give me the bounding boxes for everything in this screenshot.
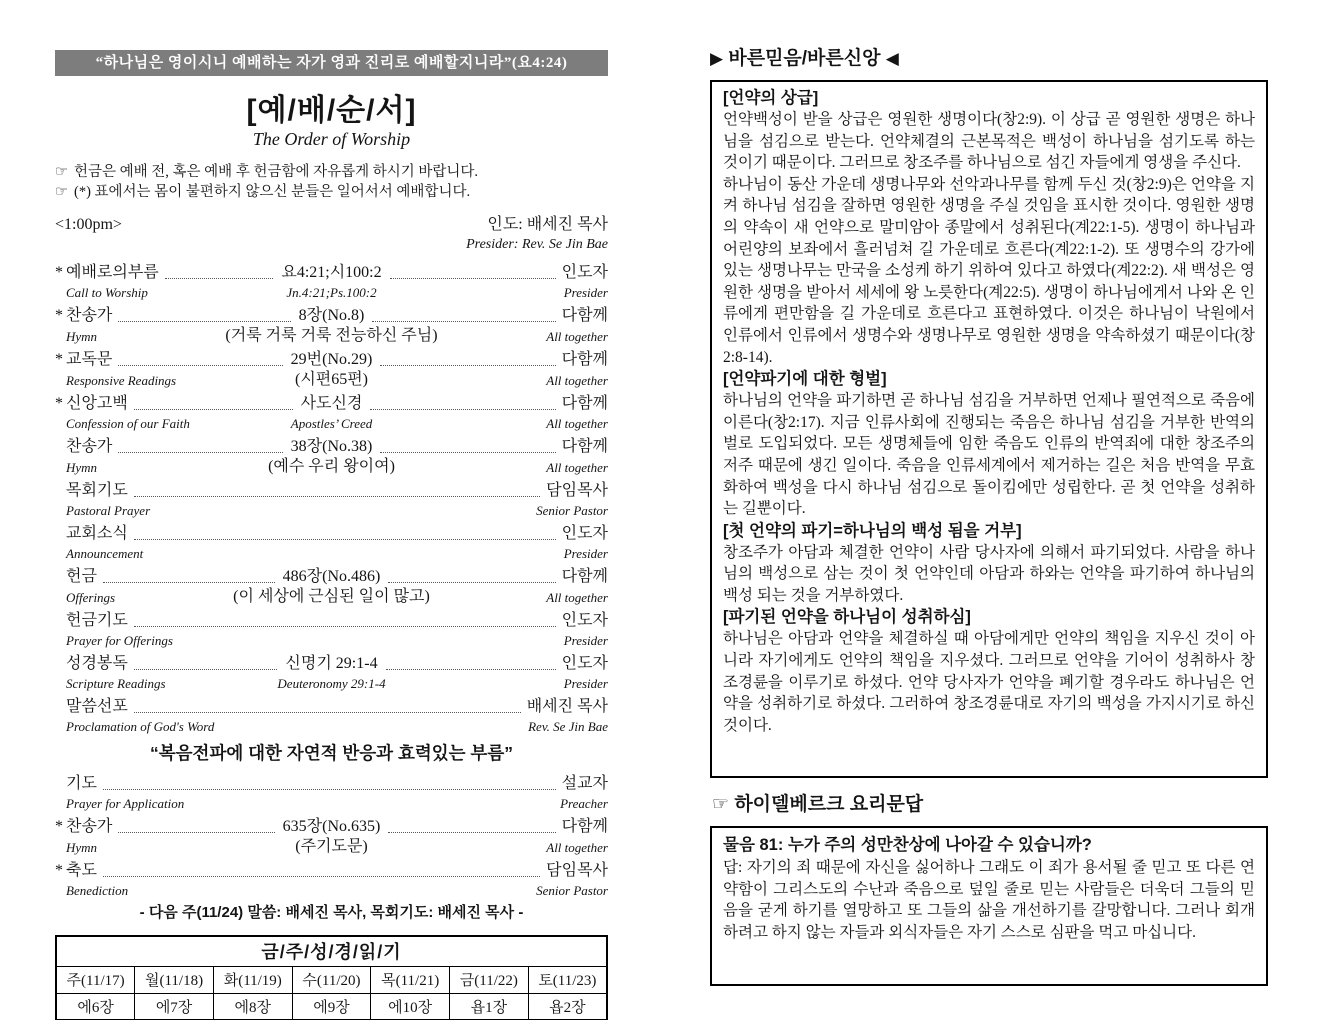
item-role-en: Presider xyxy=(563,285,608,300)
item-role-en: All together xyxy=(546,373,608,388)
item-content-sub: Deuteronomy 29:1-4 xyxy=(277,676,386,691)
item-role-ko: 설교자 xyxy=(561,775,608,792)
article-paragraph: 하나님의 언약을 파기하면 곧 하나님 섬김을 거부하면 언제나 필연적으로 죽음에 이른다(창2:17). 지금 인류사회에 진행되는 죽음은 하나님 섬김을 거부한 반역의 벌로 도입되었다. 모든 생명체들에 임한 죽음도 인류의 반역죄에 대한 창조주의 저주 때문에 생긴 일이다. 죽음을 인류세계에서 제거하는 길은 처음 반역을 무효화하여 백성을 다시 하나님 섬김으로 돌이킴에만 성립한다. 곧 첫 언약을 성취하는 길뿐이다. xyxy=(723,392,1255,518)
reading-passage: 에7장 xyxy=(135,993,214,1020)
item-label-ko: * 예배로의부름 xyxy=(55,262,159,284)
triangle-left-icon: ◀ xyxy=(885,49,899,68)
section-heading-faith xyxy=(710,46,1268,72)
item-star: * xyxy=(55,351,63,368)
presider-name-ko: 인도: 배세진 목사 xyxy=(487,216,608,233)
reading-passage: 욥1장 xyxy=(450,993,529,1020)
dotted-leader xyxy=(103,582,275,583)
catechism-answer: 답: 자기의 죄 때문에 자신을 싫어하나 그래도 이 죄가 용서될 줄 믿고 또 다른 연약함이 그리스도의 수난과 죽음으로 덮일 줄로 믿는 사람들은 더욱더 그들의 믿음을 굳게 하기를 열망하고 또 그들의 삶을 개선하기를 갈망합니다. 그러나 회개하려고 하지 않는 자들과 외식자들은 자기 스스로 심판을 먹고 마십니다. xyxy=(723,859,1255,941)
item-label-en: Prayer for Application xyxy=(66,796,185,811)
item-label-en: Prayer for Offerings xyxy=(66,633,173,648)
reading-day-header: 화(11/19) xyxy=(213,966,292,993)
scripture-banner: “하나님은 영이시니 예배하는 자가 영과 진리로 예배할지니라”(요4:24) xyxy=(55,50,608,76)
item-star: * xyxy=(55,264,63,281)
item-role-ko: 인도자 xyxy=(561,525,608,542)
item-role-ko: 배세진 목사 xyxy=(526,698,608,715)
worship-order-list xyxy=(55,262,608,735)
reading-day-header: 수(11/20) xyxy=(292,966,371,993)
item-role-en: All together xyxy=(546,840,608,855)
item-star: * xyxy=(55,862,63,879)
pointing-finger-icon: ☞ xyxy=(712,794,730,815)
item-label-ko: 기도 xyxy=(66,775,97,792)
faith-article-box xyxy=(710,80,1268,778)
worship-order-list-continued xyxy=(55,773,608,899)
worship-item xyxy=(55,696,608,735)
note-line xyxy=(55,182,608,202)
worship-item xyxy=(55,262,608,301)
item-role-ko: 다함께 xyxy=(561,307,608,324)
item-content-sub: (주기도문) xyxy=(295,838,368,855)
item-content: 신명기 29:1-4 xyxy=(285,655,378,672)
worship-order-column xyxy=(55,50,608,1020)
item-role-en: All together xyxy=(546,416,608,431)
item-role-ko: 담임목사 xyxy=(546,862,608,879)
item-role-ko: 인도자 xyxy=(561,655,608,672)
dotted-leader xyxy=(390,278,556,279)
dotted-leader xyxy=(372,321,555,322)
dotted-leader xyxy=(134,626,556,627)
item-role-en: Presider xyxy=(563,633,608,648)
section-heading-text: 하이델베르크 요리문답 xyxy=(734,794,924,815)
item-label-en: Hymn xyxy=(66,329,98,344)
item-role-en: Presider xyxy=(563,546,608,561)
item-role-ko: 인도자 xyxy=(561,612,608,629)
note-text: 헌금은 예배 전, 혹은 예배 후 헌금함에 자유롭게 하시기 바랍니다. xyxy=(74,164,479,180)
worship-item xyxy=(55,816,608,856)
dotted-leader xyxy=(134,712,521,713)
article-section-heading: [파기된 언약을 하나님이 성취하심] xyxy=(723,608,971,627)
page-title: [예/배/순/서] xyxy=(246,94,417,127)
reading-passage: 에6장 xyxy=(56,993,135,1020)
item-content: 38장(No.38) xyxy=(290,438,373,455)
item-role-en: Presider xyxy=(563,676,608,691)
item-label-ko: * 축도 xyxy=(55,860,97,882)
worship-item xyxy=(55,305,608,345)
worship-item xyxy=(55,480,608,519)
item-content: 사도신경 xyxy=(300,395,363,412)
dotted-leader xyxy=(370,409,555,410)
item-role-ko: 다함께 xyxy=(561,351,608,368)
presider-block xyxy=(466,214,608,254)
dotted-leader xyxy=(386,669,556,670)
item-label-ko: * 신앙고백 xyxy=(55,393,128,415)
item-role-en: All together xyxy=(546,590,608,605)
dotted-leader xyxy=(388,832,555,833)
reading-passage: 에10장 xyxy=(371,993,450,1020)
item-role-ko: 담임목사 xyxy=(546,482,608,499)
item-content: 요4:21;시100:2 xyxy=(281,264,382,281)
dotted-leader xyxy=(118,832,274,833)
item-label-en: Responsive Readings xyxy=(66,373,177,388)
item-label-ko: 헌금기도 xyxy=(66,612,128,629)
dotted-leader xyxy=(134,539,556,540)
worship-item xyxy=(55,523,608,562)
item-label-ko: 목회기도 xyxy=(66,482,128,499)
item-content-sub: (거룩 거룩 거룩 전능하신 주님) xyxy=(225,327,438,344)
triangle-right-icon: ▶ xyxy=(710,49,724,68)
pointing-finger-icon: ☞ xyxy=(55,184,68,200)
item-content: 635장(No.635) xyxy=(282,818,381,835)
item-star: * xyxy=(55,818,63,835)
item-role-ko: 다함께 xyxy=(561,568,608,585)
item-label-en: Proclamation of God's Word xyxy=(66,719,215,734)
item-label-en: Confession of our Faith xyxy=(66,416,190,431)
article-section-heading: [언약의 상급] xyxy=(723,89,819,107)
item-label-en: Pastoral Prayer xyxy=(66,503,151,518)
article-section-heading: [첫 언약의 파기=하나님의 백성 됨을 거부] xyxy=(723,521,1022,540)
reading-table-title: 금/주/성/경/읽/기 xyxy=(56,936,607,966)
item-label-en: Hymn xyxy=(66,840,98,855)
worship-item xyxy=(55,860,608,899)
worship-item xyxy=(55,566,608,606)
reading-day-header: 목(11/21) xyxy=(371,966,450,993)
notes xyxy=(55,162,608,202)
dotted-leader xyxy=(103,789,556,790)
dotted-leader xyxy=(103,876,540,877)
item-role-ko: 인도자 xyxy=(561,264,608,281)
item-label-ko: 성경봉독 xyxy=(66,655,128,672)
reading-passage: 욥2장 xyxy=(528,993,607,1020)
article-paragraph: 하나님은 아담과 언약을 체결하실 때 아담에게만 언약의 책임을 지우신 것이 아니라 자기에게도 언약의 책임을 지우셨다. 그러므로 언약을 기어이 성취하사 창조경륜을 이루기로 하셨다. 언약 당사자가 언약을 폐기할 경우라도 하나님은 언약을 성취하기로 하셨다. 그러하여 창조경륜대로 자기의 백성을 가지시기로 하신 것이다. xyxy=(723,630,1255,734)
pointing-finger-icon: ☞ xyxy=(55,164,68,180)
worship-item xyxy=(55,773,608,812)
worship-item xyxy=(55,349,608,389)
dotted-leader xyxy=(118,452,282,453)
item-label-ko: 찬송가 xyxy=(66,438,113,455)
item-label-ko: 말씀선포 xyxy=(66,698,128,715)
item-label-en: Announcement xyxy=(66,546,144,561)
dotted-leader xyxy=(380,452,555,453)
item-content: 486장(No.486) xyxy=(282,568,381,585)
item-content: 29번(No.29) xyxy=(290,351,373,368)
sermon-title: “복음전파에 대한 자연적 반응과 효력있는 부름” xyxy=(149,743,513,763)
dotted-leader xyxy=(165,278,274,279)
catechism-box xyxy=(710,826,1268,986)
reading-passage: 에9장 xyxy=(292,993,371,1020)
section-heading-catechism xyxy=(712,792,1268,818)
reading-day-header: 주(11/17) xyxy=(56,966,135,993)
item-label-en: Call to Worship xyxy=(66,285,148,300)
item-label-ko: 교회소식 xyxy=(66,525,128,542)
dotted-leader xyxy=(134,409,293,410)
article-paragraph: 언약백성이 받을 상급은 영원한 생명이다(창2:9). 이 상급 곧 영원한 생명은 하나님을 섬김으로 받는다. 언약체결의 근본목적은 백성이 하나님을 섬기도록 하는 것이기 때문이다. 그러므로 창조주를 하나님으로 섬긴 자들에게 영생을 주신다. xyxy=(723,111,1255,172)
item-content-sub: Apostles’ Creed xyxy=(290,416,373,431)
item-label-ko: * 찬송가 xyxy=(55,305,112,327)
reading-passage: 에8장 xyxy=(213,993,292,1020)
note-line xyxy=(55,162,608,182)
item-star: * xyxy=(55,307,63,324)
dotted-leader xyxy=(134,669,278,670)
reading-day-header: 토(11/23) xyxy=(528,966,607,993)
dotted-leader xyxy=(134,496,540,497)
service-time-row xyxy=(55,214,608,254)
worship-item xyxy=(55,610,608,649)
section-heading-text: 바른믿음/바른신앙 xyxy=(728,48,881,69)
item-role-en: All together xyxy=(546,329,608,344)
item-label-en: Scripture Readings xyxy=(66,676,166,691)
worship-item xyxy=(55,393,608,432)
item-content-sub: (시편65편) xyxy=(294,371,369,388)
worship-item xyxy=(55,436,608,476)
item-content: 8장(No.8) xyxy=(298,307,365,324)
service-time: <1:00pm> xyxy=(55,216,122,233)
catechism-question: 물음 81: 누가 주의 성만찬상에 나아갈 수 있습니까? xyxy=(723,836,1092,854)
weekly-bible-reading-table xyxy=(55,935,608,1020)
item-star: * xyxy=(55,395,63,412)
dotted-leader xyxy=(380,365,555,366)
item-role-ko: 다함께 xyxy=(561,818,608,835)
reading-day-header: 금(11/22) xyxy=(450,966,529,993)
article-section-heading: [언약파기에 대한 형벌] xyxy=(723,370,887,389)
item-role-en: All together xyxy=(546,460,608,475)
presider-name-en: Presider: Rev. Se Jin Bae xyxy=(466,237,608,252)
article-paragraph: 하나님이 동산 가운데 생명나무와 선악과나무를 함께 두신 것(창2:9)은 언약을 지켜 하나님 섬김을 잘하면 영원한 생명을 주실 것임을 표시한 것이다. 영원한 생명의 약속이 새 언약으로 말미암아 종말에서 성취된다(계22:1-5). 생명이 하나님과 어린양의 보좌에서 흘러넘쳐 길 가운데로 흐른다(계22:1-2). 또 생명수의 강가에 있는 생명나무는 만국을 소성케 하기 위하여 있다고 하였다(계22:2). 새 백성은 영원한 생명을 받아서 세세에 왕 노릇한다(계22:5). 생명이 하나님에게서 나와 온 인류에게 편만함을 길 가운데로 흐른다고 표현하였다. 이것은 하나님이 낙원에서 인류에서 인류에서 생명수와 생명나무로 영원한 생명을 약속하셨기 때문이다(창2:8-14). xyxy=(723,175,1255,366)
dotted-leader xyxy=(118,321,290,322)
worship-item xyxy=(55,653,608,692)
note-text: (*) 표에서는 몸이 불편하지 않으신 분들은 일어서서 예배합니다. xyxy=(74,184,471,200)
item-label-en: Hymn xyxy=(66,460,98,475)
item-label-en: Benediction xyxy=(66,883,129,898)
item-role-ko: 다함께 xyxy=(561,438,608,455)
item-content-sub: Jn.4:21;Ps.100:2 xyxy=(286,285,377,300)
item-role-en: Senior Pastor xyxy=(536,883,608,898)
item-role-en: Senior Pastor xyxy=(536,503,608,518)
item-label-ko: 헌금 xyxy=(66,568,97,585)
article-paragraph: 창조주가 아담과 체결한 언약이 사람 당사자에 의해서 파기되었다. 사람을 하나님의 백성으로 삼는 것이 첫 언약인데 아담과 하와는 언약을 파기하여 하나님의 백성 되는 것을 거부하였다. xyxy=(723,543,1255,604)
item-label-en: Offerings xyxy=(66,590,116,605)
item-role-en: Rev. Se Jin Bae xyxy=(528,719,608,734)
item-content-sub: (예수 우리 왕이여) xyxy=(268,458,395,475)
item-role-en: Preacher xyxy=(560,796,608,811)
reading-day-header: 월(11/18) xyxy=(135,966,214,993)
item-role-ko: 다함께 xyxy=(561,395,608,412)
item-label-ko: * 찬송가 xyxy=(55,816,112,838)
articles-column xyxy=(710,46,1268,986)
item-content-sub: (이 세상에 근심된 일이 많고) xyxy=(233,588,430,605)
dotted-leader xyxy=(388,582,555,583)
item-label-ko: * 교독문 xyxy=(55,349,112,371)
page-subtitle: The Order of Worship xyxy=(252,129,411,149)
dotted-leader xyxy=(118,365,282,366)
next-week-note: - 다음 주(11/24) 말씀: 배세진 목사, 목회기도: 배세진 목사 - xyxy=(139,904,524,921)
